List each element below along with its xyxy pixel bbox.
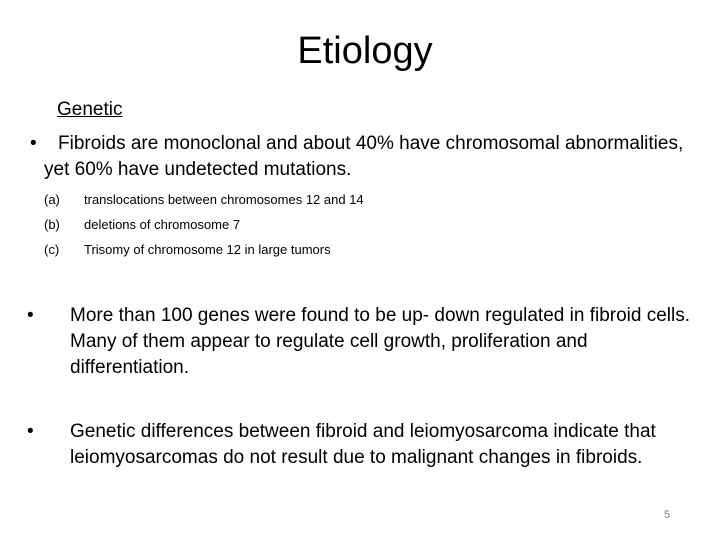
- section-heading: Genetic: [57, 99, 123, 120]
- intro-text: Fibroids are monoclonal and about 40% have chromosomal abnormalities, yet 60% have undetected mutations.: [44, 133, 684, 180]
- bullet-icon: •: [30, 133, 37, 154]
- list-marker: (b): [44, 217, 60, 232]
- bullet-icon: •: [27, 421, 34, 442]
- bullet-text: More than 100 genes were found to be up- down regulated in fibroid cells. Many of them appear to regulate cell growth, proliferation and differentiation.: [70, 305, 691, 378]
- bullet-paragraph: [27, 303, 691, 381]
- list-marker: (c): [44, 242, 60, 257]
- list-item: [44, 212, 364, 237]
- bullet-text: Genetic differences between fibroid and leiomyosarcoma indicate that leiomyosarcomas do not result due to malignant changes in fibroids.: [70, 421, 656, 468]
- list-item: [44, 187, 364, 212]
- list-marker: (a): [44, 192, 60, 207]
- page-number: 5: [664, 509, 671, 521]
- bullet-paragraph: [27, 419, 690, 471]
- list-item-text: Trisomy of chromosome 12 in large tumors: [84, 242, 331, 257]
- list-item-text: translocations between chromosomes 12 and 14: [84, 192, 364, 207]
- intro-paragraph: [30, 131, 684, 183]
- sub-list: [44, 187, 364, 262]
- slide-title: Etiology: [297, 30, 433, 72]
- list-item: [44, 237, 364, 262]
- list-item-text: deletions of chromosome 7: [84, 217, 241, 232]
- bullet-icon: •: [27, 305, 34, 326]
